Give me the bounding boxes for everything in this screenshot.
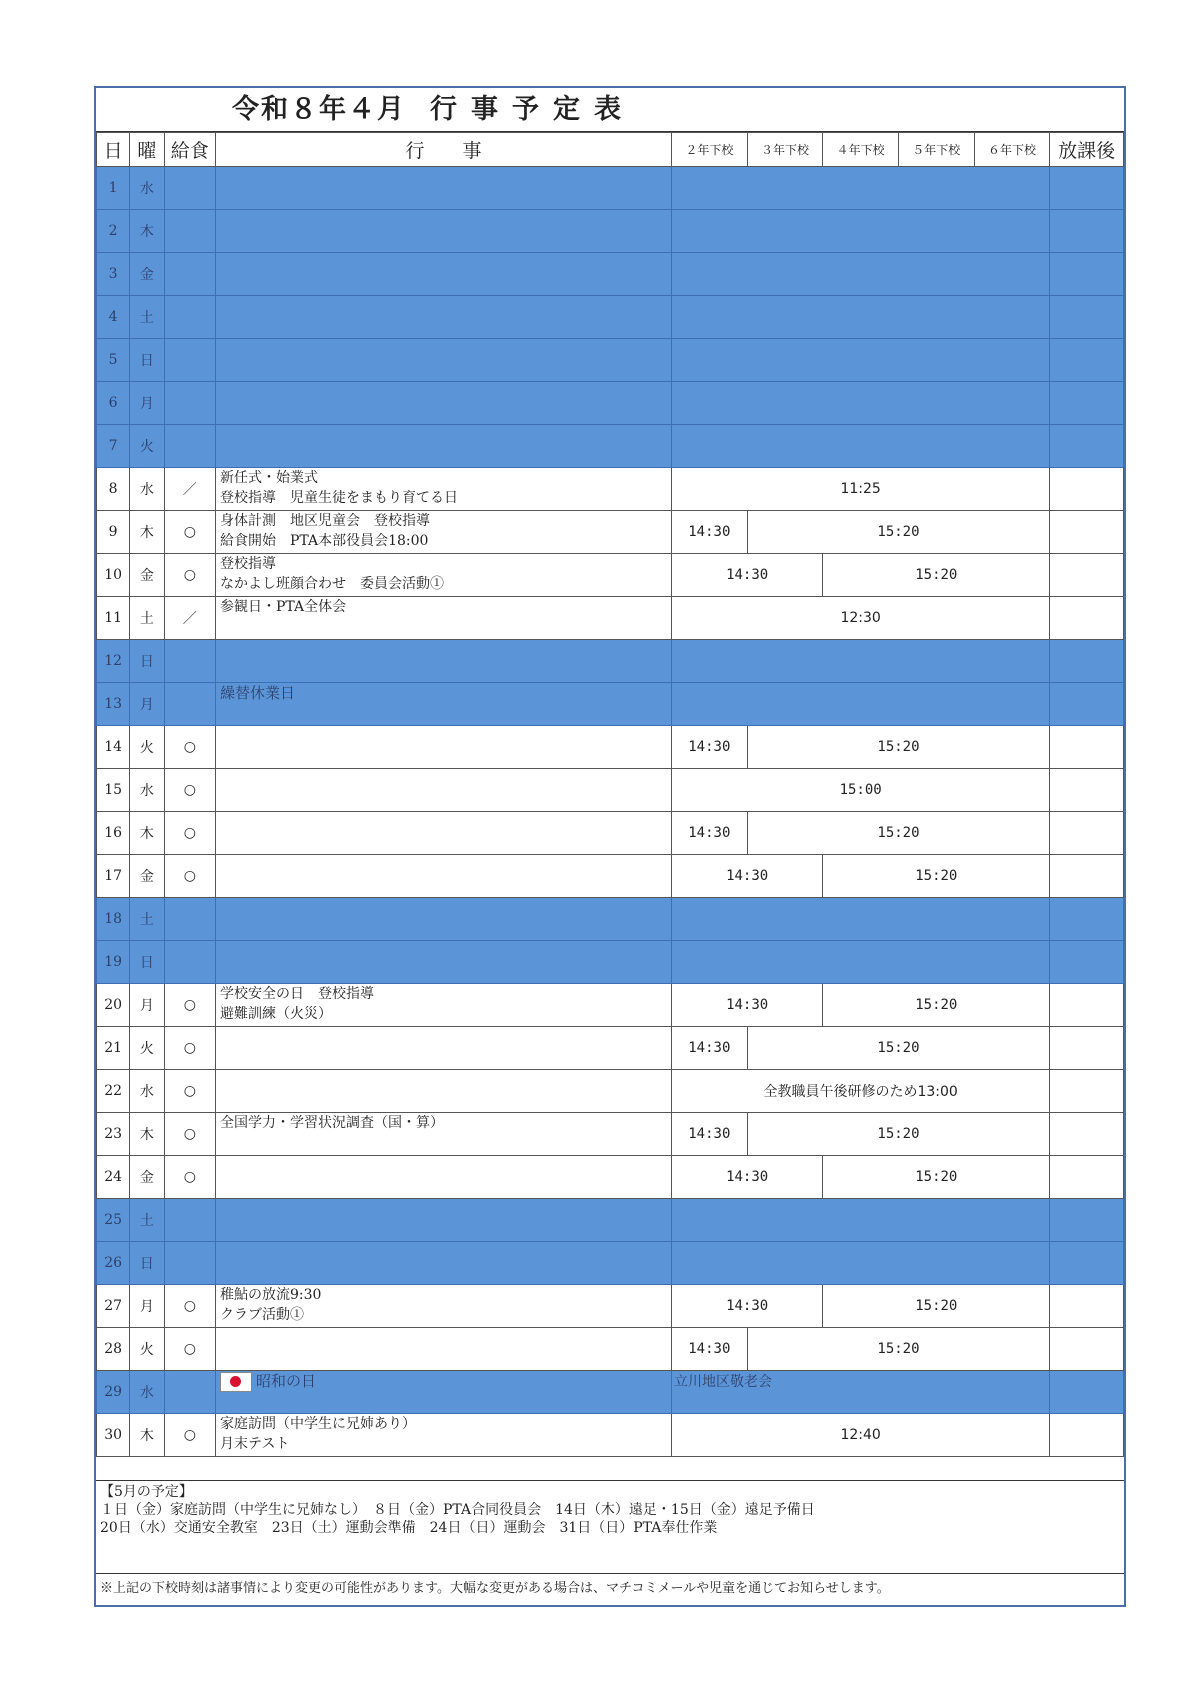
day-cell: 21 [97,1027,130,1070]
table-row [97,253,1124,296]
dismissal-cell [672,167,1050,210]
day-cell: 7 [97,425,130,468]
after-school-cell [1050,511,1124,554]
header-grade6: ６年下校 [974,133,1050,167]
day-cell: 6 [97,382,130,425]
dismissal-time-grade3-6: 15:20 [747,726,1050,769]
may-line-2: 20日（水）交通安全教室 23日（土）運動会準備 24日（日）運動会 31日（日）PTA奉仕作業 [100,1520,718,1536]
may-heading: 【5月の予定】 [100,1484,193,1500]
page-title [96,88,1124,132]
dismissal-time-grade2: 14:30 [672,726,748,769]
schedule-table [96,132,1124,1457]
after-school-cell [1050,1070,1124,1113]
weekday-cell: 日 [130,640,164,683]
header-row [97,133,1124,167]
dismissal-time-grade2-3: 14:30 [672,554,823,597]
header-after-school: 放課後 [1050,133,1124,167]
table-row [97,1199,1124,1242]
header-grade2: ２年下校 [672,133,748,167]
dismissal-time-grade2: 14:30 [672,1027,748,1070]
weekday-cell: 水 [130,1371,164,1414]
header-day: 日 [97,133,130,167]
table-row [97,941,1124,984]
lunch-cell [164,1242,215,1285]
day-cell: 9 [97,511,130,554]
lunch-cell [164,382,215,425]
events-cell [216,210,672,253]
day-cell: 14 [97,726,130,769]
lunch-cell [164,253,215,296]
dismissal-time-grade4-6: 15:20 [823,855,1050,898]
dismissal-time-grade3-6: 15:20 [747,511,1050,554]
dismissal-time-grade3-6: 15:20 [747,1113,1050,1156]
events-cell [216,468,672,511]
table-row [97,769,1124,812]
events-cell [216,1070,672,1113]
day-cell: 12 [97,640,130,683]
day-cell: 23 [97,1113,130,1156]
events-cell [216,597,672,640]
dismissal-time: 全教職員午後研修のため13:00 [672,1070,1050,1113]
title-label: 行事予定表 [430,94,635,125]
lunch-cell [164,640,215,683]
weekday-cell: 月 [130,1285,164,1328]
dismissal-time: 12:40 [672,1414,1050,1457]
events-cell [216,812,672,855]
events-cell [216,726,672,769]
table-row [97,1285,1124,1328]
dismissal-cell: 立川地区敬老会 [672,1371,1050,1414]
lunch-cell: ○ [164,1328,215,1371]
after-school-cell [1050,941,1124,984]
event-text: 給食開始 PTA本部役員会18:00 [220,533,429,549]
lunch-cell [164,898,215,941]
events-cell [216,296,672,339]
weekday-cell: 土 [130,898,164,941]
dismissal-cell [672,210,1050,253]
dismissal-time-grade3-6: 15:20 [747,1328,1050,1371]
events-cell [216,1285,672,1328]
events-cell [216,339,672,382]
day-cell: 22 [97,1070,130,1113]
table-row [97,683,1124,726]
table-row [97,597,1124,640]
after-school-cell [1050,855,1124,898]
event-text: 月末テスト [220,1436,290,1452]
after-school-cell [1050,1414,1124,1457]
header-grade4: ４年下校 [823,133,899,167]
header-dow: 曜 [130,133,164,167]
day-cell: 16 [97,812,130,855]
header-lunch: 給食 [164,133,215,167]
dismissal-time-grade2: 14:30 [672,511,748,554]
after-school-cell [1050,597,1124,640]
after-school-cell [1050,1027,1124,1070]
day-cell: 17 [97,855,130,898]
after-school-cell [1050,468,1124,511]
day-cell: 27 [97,1285,130,1328]
dismissal-cell [672,1199,1050,1242]
dismissal-time-grade2: 14:30 [672,1113,748,1156]
dismissal-time-grade2: 14:30 [672,1328,748,1371]
day-cell: 13 [97,683,130,726]
events-cell [216,640,672,683]
day-cell: 26 [97,1242,130,1285]
weekday-cell: 水 [130,769,164,812]
day-cell: 11 [97,597,130,640]
table-row [97,468,1124,511]
events-cell [216,1328,672,1371]
table-row [97,984,1124,1027]
day-cell: 18 [97,898,130,941]
lunch-cell: ○ [164,1070,215,1113]
lunch-cell [164,1371,215,1414]
weekday-cell: 金 [130,1156,164,1199]
event-text: 身体計測 地区児童会 登校指導 [220,513,431,529]
table-row [97,898,1124,941]
event-text: 昭和の日 [256,1372,317,1390]
event-text: 稚鮎の放流9:30 [220,1287,322,1303]
lunch-cell: ○ [164,855,215,898]
after-school-cell [1050,683,1124,726]
events-cell [216,554,672,597]
after-school-cell [1050,296,1124,339]
day-cell: 4 [97,296,130,339]
dismissal-time: 12:30 [672,597,1050,640]
event-text: 家庭訪問（中学生に兄姉あり） [220,1416,417,1432]
table-row [97,812,1124,855]
events-cell [216,898,672,941]
dismissal-time-grade4-6: 15:20 [823,554,1050,597]
events-cell [216,511,672,554]
day-cell: 30 [97,1414,130,1457]
dismissal-time: 11:25 [672,468,1050,511]
footer-note: ※上記の下校時刻は諸事情により変更の可能性があります。大幅な変更がある場合は、マチコミメールや児童を通じてお知らせします。 [96,1573,1124,1605]
table-row [97,1156,1124,1199]
day-cell: 1 [97,167,130,210]
table-row [97,296,1124,339]
dismissal-time-grade2-3: 14:30 [672,1285,823,1328]
may-plan [96,1480,1124,1573]
lunch-cell [164,210,215,253]
day-cell: 15 [97,769,130,812]
lunch-cell [164,296,215,339]
dismissal-cell [672,253,1050,296]
weekday-cell: 水 [130,1070,164,1113]
after-school-cell [1050,554,1124,597]
event-text: 新任式・始業式 [220,470,319,486]
lunch-cell: ／ [164,597,215,640]
events-cell [216,1242,672,1285]
lunch-cell: ○ [164,726,215,769]
weekday-cell: 木 [130,812,164,855]
weekday-cell: 月 [130,382,164,425]
dismissal-time-grade2: 14:30 [672,812,748,855]
table-row [97,167,1124,210]
table-row [97,640,1124,683]
event-text: なかよし班顔合わせ 委員会活動① [220,576,445,592]
table-row [97,1242,1124,1285]
header-grade3: ３年下校 [747,133,823,167]
after-school-cell [1050,382,1124,425]
event-text: 全国学力・学習状況調査（国・算） [220,1115,445,1131]
dismissal-cell [672,941,1050,984]
may-line-1: １日（金）家庭訪問（中学生に兄姉なし） ８日（金）PTA合同役員会 14日（木）遠足・15日（金）遠足予備日 [100,1502,815,1518]
lunch-cell [164,1199,215,1242]
dismissal-cell [672,425,1050,468]
event-text: 登校指導 児童生徒をまもり育てる日 [220,490,459,506]
lunch-cell: ○ [164,1113,215,1156]
weekday-cell: 日 [130,339,164,382]
table-row [97,382,1124,425]
event-text: クラブ活動① [220,1307,305,1323]
lunch-cell: ／ [164,468,215,511]
day-cell: 5 [97,339,130,382]
events-cell [216,683,672,726]
after-school-cell [1050,425,1124,468]
events-cell [216,1371,672,1414]
lunch-cell [164,683,215,726]
day-cell: 8 [97,468,130,511]
day-cell: 29 [97,1371,130,1414]
events-cell [216,769,672,812]
dismissal-time-grade2-3: 14:30 [672,1156,823,1199]
weekday-cell: 火 [130,1328,164,1371]
after-school-cell [1050,1199,1124,1242]
lunch-cell: ○ [164,554,215,597]
weekday-cell: 金 [130,855,164,898]
dismissal-time-grade2-3: 14:30 [672,984,823,1027]
events-cell [216,1199,672,1242]
lunch-cell [164,941,215,984]
after-school-cell [1050,1113,1124,1156]
table-row [97,425,1124,468]
dismissal-cell [672,640,1050,683]
weekday-cell: 水 [130,468,164,511]
after-school-cell [1050,167,1124,210]
after-school-cell [1050,1285,1124,1328]
after-school-cell [1050,726,1124,769]
after-school-cell [1050,210,1124,253]
table-row [97,554,1124,597]
events-cell [216,1027,672,1070]
after-school-cell [1050,1242,1124,1285]
lunch-cell: ○ [164,812,215,855]
event-text: 参観日・PTA全体会 [220,599,347,615]
weekday-cell: 火 [130,425,164,468]
weekday-cell: 日 [130,1242,164,1285]
after-school-cell [1050,812,1124,855]
event-text: 登校指導 [220,556,277,572]
weekday-cell: 水 [130,167,164,210]
after-school-cell [1050,339,1124,382]
schedule-sheet [94,86,1126,1607]
events-cell [216,941,672,984]
lunch-cell: ○ [164,1027,215,1070]
event-text: 学校安全の日 登校指導 [220,986,375,1002]
lunch-cell [164,339,215,382]
after-school-cell [1050,769,1124,812]
weekday-cell: 月 [130,984,164,1027]
day-cell: 25 [97,1199,130,1242]
lunch-cell [164,167,215,210]
lunch-cell: ○ [164,1285,215,1328]
table-row [97,1328,1124,1371]
day-cell: 19 [97,941,130,984]
day-cell: 3 [97,253,130,296]
event-text: 繰替休業日 [220,684,296,702]
table-row [97,726,1124,769]
events-cell [216,425,672,468]
lunch-cell: ○ [164,769,215,812]
events-cell [216,253,672,296]
lunch-cell [164,425,215,468]
weekday-cell: 木 [130,511,164,554]
lunch-cell: ○ [164,984,215,1027]
dismissal-cell [672,382,1050,425]
dismissal-cell [672,683,1050,726]
weekday-cell: 土 [130,1199,164,1242]
table-row [97,1414,1124,1457]
dismissal-time-grade4-6: 15:20 [823,1285,1050,1328]
events-cell [216,1156,672,1199]
table-row [97,511,1124,554]
title-month: 令和８年４月 [232,94,406,125]
day-cell: 20 [97,984,130,1027]
dismissal-time-grade2-3: 14:30 [672,855,823,898]
dismissal-cell [672,1242,1050,1285]
weekday-cell: 土 [130,296,164,339]
day-cell: 2 [97,210,130,253]
header-events: 行 事 [216,133,672,167]
events-cell [216,855,672,898]
dismissal-time-grade3-6: 15:20 [747,812,1050,855]
weekday-cell: 木 [130,1113,164,1156]
weekday-cell: 火 [130,1027,164,1070]
lunch-cell: ○ [164,511,215,554]
dismissal-cell [672,296,1050,339]
event-text: 避難訓練（火災） [220,1006,333,1022]
dismissal-time-grade4-6: 15:20 [823,1156,1050,1199]
header-grade5: ５年下校 [898,133,974,167]
events-cell [216,167,672,210]
weekday-cell: 木 [130,210,164,253]
weekday-cell: 土 [130,597,164,640]
after-school-cell [1050,898,1124,941]
day-cell: 24 [97,1156,130,1199]
after-school-cell [1050,1328,1124,1371]
weekday-cell: 木 [130,1414,164,1457]
table-row [97,339,1124,382]
dismissal-time: 15:00 [672,769,1050,812]
weekday-cell: 金 [130,554,164,597]
after-school-cell [1050,1156,1124,1199]
events-cell [216,1414,672,1457]
lunch-cell: ○ [164,1414,215,1457]
events-cell [216,1113,672,1156]
day-cell: 10 [97,554,130,597]
day-cell: 28 [97,1328,130,1371]
dismissal-time-grade4-6: 15:20 [823,984,1050,1027]
table-row [97,855,1124,898]
events-cell [216,984,672,1027]
dismissal-cell [672,898,1050,941]
weekday-cell: 火 [130,726,164,769]
weekday-cell: 日 [130,941,164,984]
japan-flag-icon [220,1372,252,1392]
table-row [97,1027,1124,1070]
weekday-cell: 金 [130,253,164,296]
events-cell [216,382,672,425]
after-school-cell [1050,640,1124,683]
table-row [97,1070,1124,1113]
table-row [97,1371,1124,1414]
lunch-cell: ○ [164,1156,215,1199]
after-school-cell [1050,1371,1124,1414]
dismissal-cell [672,339,1050,382]
table-row [97,1113,1124,1156]
dismissal-time-grade3-6: 15:20 [747,1027,1050,1070]
weekday-cell: 月 [130,683,164,726]
after-school-cell [1050,984,1124,1027]
after-school-cell [1050,253,1124,296]
table-row [97,210,1124,253]
